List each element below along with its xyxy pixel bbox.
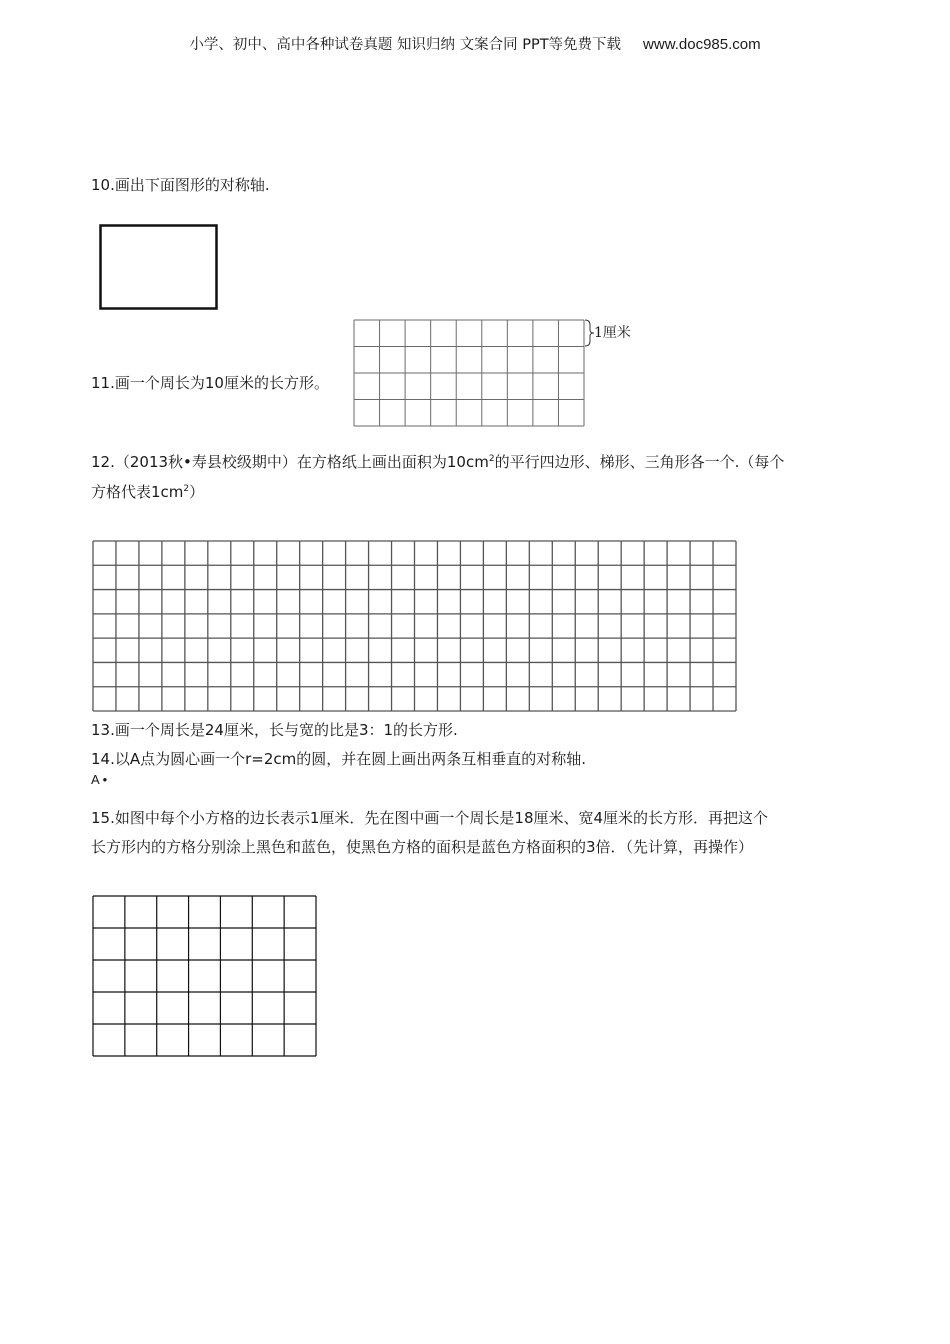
header-text: 小学、初中、高中各种试卷真题 知识归纳 文案合同 PPT等免费下载 — [189, 37, 622, 53]
q12-sup-1: 2 — [488, 454, 495, 464]
question-11: 11.画一个周长为10厘米的长方形。 — [91, 374, 329, 392]
q12-grid[interactable] — [92, 540, 737, 712]
q11-unit-label: 1厘米 — [594, 325, 631, 341]
point-a-label: A • — [91, 772, 108, 787]
q11-grid[interactable] — [353, 319, 585, 427]
page-header — [0, 33, 950, 54]
question-14: 14.以A点为圆心画一个r=2cm的圆，并在圆上画出两条互相垂直的对称轴. — [91, 750, 587, 768]
question-13: 13.画一个周长是24厘米，长与宽的比是3：1的长方形. — [91, 721, 458, 739]
header-site-link[interactable]: www.doc985.com — [643, 36, 761, 53]
q12-text-b: 的平行四边形、梯形、三角形各一个.（每个 — [494, 453, 785, 471]
q15-grid[interactable] — [92, 895, 317, 1057]
q12-text-d: ） — [189, 483, 205, 501]
q10-rectangle-figure — [99, 224, 219, 311]
q12-sup-2: 2 — [183, 484, 190, 494]
question-15-line2: 长方形内的方格分别涂上黑色和蓝色，使黑色方格的面积是蓝色方格面积的3倍．（先计算，再操作） — [91, 838, 754, 856]
question-12-line2 — [91, 478, 204, 506]
question-12-line1 — [91, 448, 784, 476]
question-10: 10.画出下面图形的对称轴. — [91, 176, 270, 194]
q12-text-a: 12.（2013秋•寿县校级期中）在方格纸上画出面积为10cm — [91, 453, 489, 471]
q12-text-c: 方格代表1cm — [91, 483, 184, 501]
question-15-line1: 15.如图中每个小方格的边长表示1厘米．先在图中画一个周长是18厘米、宽4厘米的长方形．再把这个 — [91, 809, 769, 827]
